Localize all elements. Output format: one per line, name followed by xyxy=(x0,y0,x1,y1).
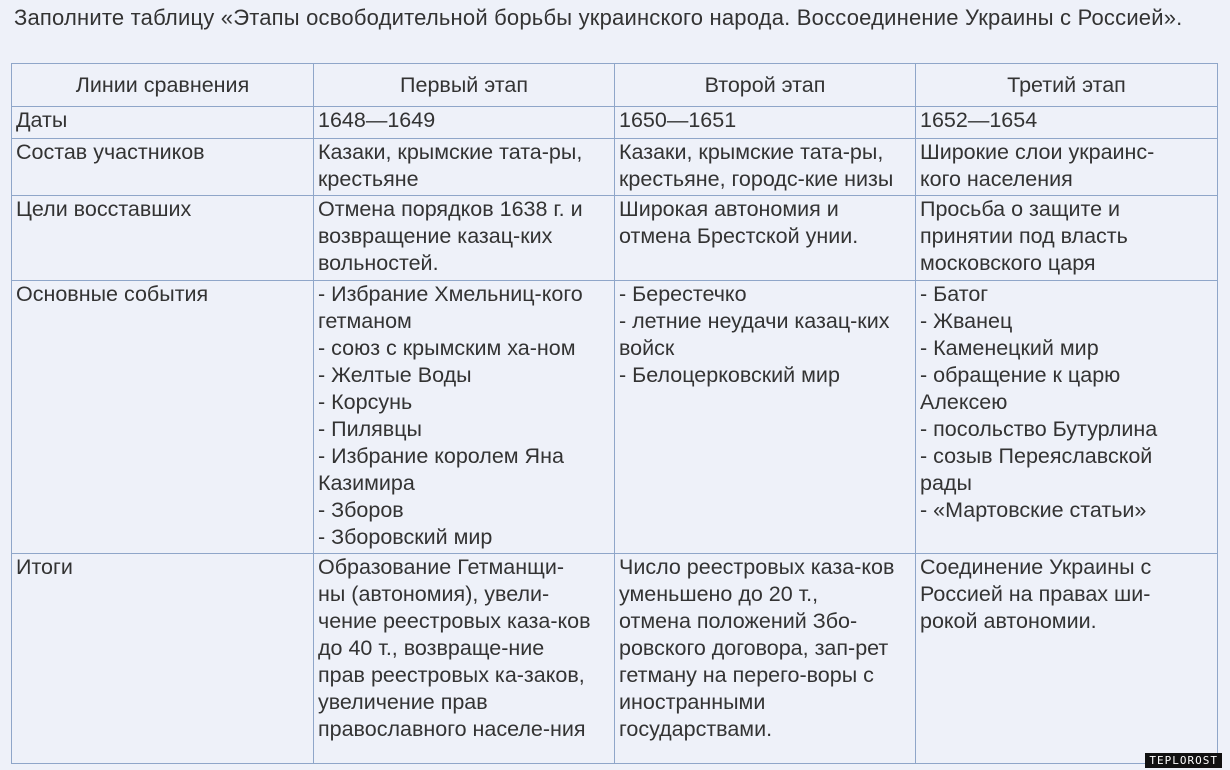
cell-text-line: рокой автономии. xyxy=(920,609,1097,633)
table-cell-stage-1 xyxy=(314,139,615,196)
table-row-goals xyxy=(12,196,1218,281)
cell-text-line: ровского договора, зап-рет xyxy=(619,636,889,660)
cell-text-line: - Каменецкий мир xyxy=(920,336,1099,360)
cell-text-line: - Пилявцы xyxy=(318,417,422,441)
cell-text-line: - союз с крымским ха-ном xyxy=(318,336,576,360)
table-cell-stage-2 xyxy=(615,281,916,554)
table-cell-stage-3 xyxy=(916,139,1218,196)
cell-text-line: православного населе-ния xyxy=(318,717,586,741)
cell-text-line: крестьяне xyxy=(318,167,419,191)
cell-text-line: - созыв Переяславской xyxy=(920,444,1153,468)
cell-text-line: Казаки, крымские тата-ры, xyxy=(318,140,583,164)
table-cell-stage-2 xyxy=(615,196,916,281)
cell-text-line: гетманом xyxy=(318,309,412,333)
cell-text-line: - посольство Бутурлина xyxy=(920,417,1158,441)
cell-text-line: Казаки, крымские тата-ры, xyxy=(619,140,884,164)
cell-text-line: государствами. xyxy=(619,717,773,741)
cell-text-line: - летние неудачи казац-ких xyxy=(619,309,890,333)
cell-text-line: прав реестровых ка-заков, xyxy=(318,663,585,687)
table-cell-stage-3 xyxy=(916,196,1218,281)
cell-text-line: Широкая автономия и xyxy=(619,197,839,221)
cell-text-line: вольностей. xyxy=(318,251,439,275)
table-row-participants xyxy=(12,139,1218,196)
comparison-table xyxy=(11,63,1218,764)
table-cell-stage-1 xyxy=(314,554,615,764)
cell-text-line: принятии под власть xyxy=(920,224,1128,248)
table-row-dates xyxy=(12,107,1218,139)
cell-text-line: 1650—1651 xyxy=(619,108,737,132)
cell-text-line: - Избрание Хмельниц-кого xyxy=(318,282,583,306)
table-cell-stage-3 xyxy=(916,554,1218,764)
cell-text-line: - Желтые Воды xyxy=(318,363,472,387)
table-row-results xyxy=(12,554,1218,764)
cell-text-line: Широкие слои украинс- xyxy=(920,140,1155,164)
cell-text-line: - Зборов xyxy=(318,498,404,522)
cell-text-line: - Избрание королем Яна xyxy=(318,444,564,468)
table-cell-stage-2 xyxy=(615,139,916,196)
row-label: Даты xyxy=(12,107,314,139)
cell-text-line: - Батог xyxy=(920,282,989,306)
row-label: Состав участников xyxy=(12,139,314,196)
cell-text-line: кого населения xyxy=(920,167,1073,191)
row-label: Цели восставших xyxy=(12,196,314,281)
table-cell-stage-3 xyxy=(916,281,1218,554)
header-cell-stage-1: Первый этап xyxy=(314,64,615,107)
cell-text-line: Казимира xyxy=(318,471,415,495)
cell-text-line: Россией на правах ши- xyxy=(920,582,1151,606)
cell-text-line: Просьба о защите и xyxy=(920,197,1121,221)
cell-text-line: иностранными xyxy=(619,690,766,714)
cell-text-line: - Белоцерковский мир xyxy=(619,363,840,387)
table-cell-stage-2 xyxy=(615,107,916,139)
header-cell-stage-3: Третий этап xyxy=(916,64,1218,107)
cell-text-line: Образование Гетманщи- xyxy=(318,555,565,579)
cell-text-line: ны (автономия), увели- xyxy=(318,582,550,606)
cell-text-line: - обращение к царю xyxy=(920,363,1121,387)
table-cell-stage-1 xyxy=(314,196,615,281)
cell-text-line: 1648—1649 xyxy=(318,108,436,132)
cell-text-line: Соединение Украины с xyxy=(920,555,1152,579)
cell-text-line: до 40 т., возвраще-ние xyxy=(318,636,545,660)
table-cell-stage-2 xyxy=(615,554,916,764)
header-row xyxy=(12,64,1218,107)
cell-text-line: - Жванец xyxy=(920,309,1013,333)
cell-text-line: крестьяне, городс-кие низы xyxy=(619,167,894,191)
cell-text-line: - Берестечко xyxy=(619,282,747,306)
watermark: TEPLOROST xyxy=(1145,753,1222,768)
cell-text-line: возвращение казац-ких xyxy=(318,224,553,248)
task-instruction: Заполните таблицу «Этапы освободительной борьбы украинского народа. Воссоединение Украины с Россией». xyxy=(14,5,1183,30)
cell-text-line: Отмена порядков 1638 г. и xyxy=(318,197,583,221)
header-cell-criteria: Линии сравнения xyxy=(12,64,314,107)
cell-text-line: уменьшено до 20 т., xyxy=(619,582,819,606)
cell-text-line: Число реестровых каза-ков xyxy=(619,555,895,579)
cell-text-line: - «Мартовские статьи» xyxy=(920,498,1147,522)
cell-text-line: Алексею xyxy=(920,390,1008,414)
table-row-events xyxy=(12,281,1218,554)
row-label: Итоги xyxy=(12,554,314,764)
table-cell-stage-1 xyxy=(314,281,615,554)
cell-text-line: - Зборовский мир xyxy=(318,525,493,549)
table-cell-stage-1 xyxy=(314,107,615,139)
cell-text-line: московского царя xyxy=(920,251,1096,275)
cell-text-line: гетману на перего-воры с xyxy=(619,663,874,687)
header-cell-stage-2: Второй этап xyxy=(615,64,916,107)
cell-text-line: увеличение прав xyxy=(318,690,488,714)
cell-text-line: отмена Брестской унии. xyxy=(619,224,859,248)
cell-text-line: 1652—1654 xyxy=(920,108,1038,132)
cell-text-line: войск xyxy=(619,336,675,360)
cell-text-line: - Корсунь xyxy=(318,390,413,414)
cell-text-line: рады xyxy=(920,471,972,495)
table-cell-stage-3 xyxy=(916,107,1218,139)
cell-text-line: чение реестровых каза-ков xyxy=(318,609,591,633)
row-label: Основные события xyxy=(12,281,314,554)
cell-text-line: отмена положений Збо- xyxy=(619,609,858,633)
